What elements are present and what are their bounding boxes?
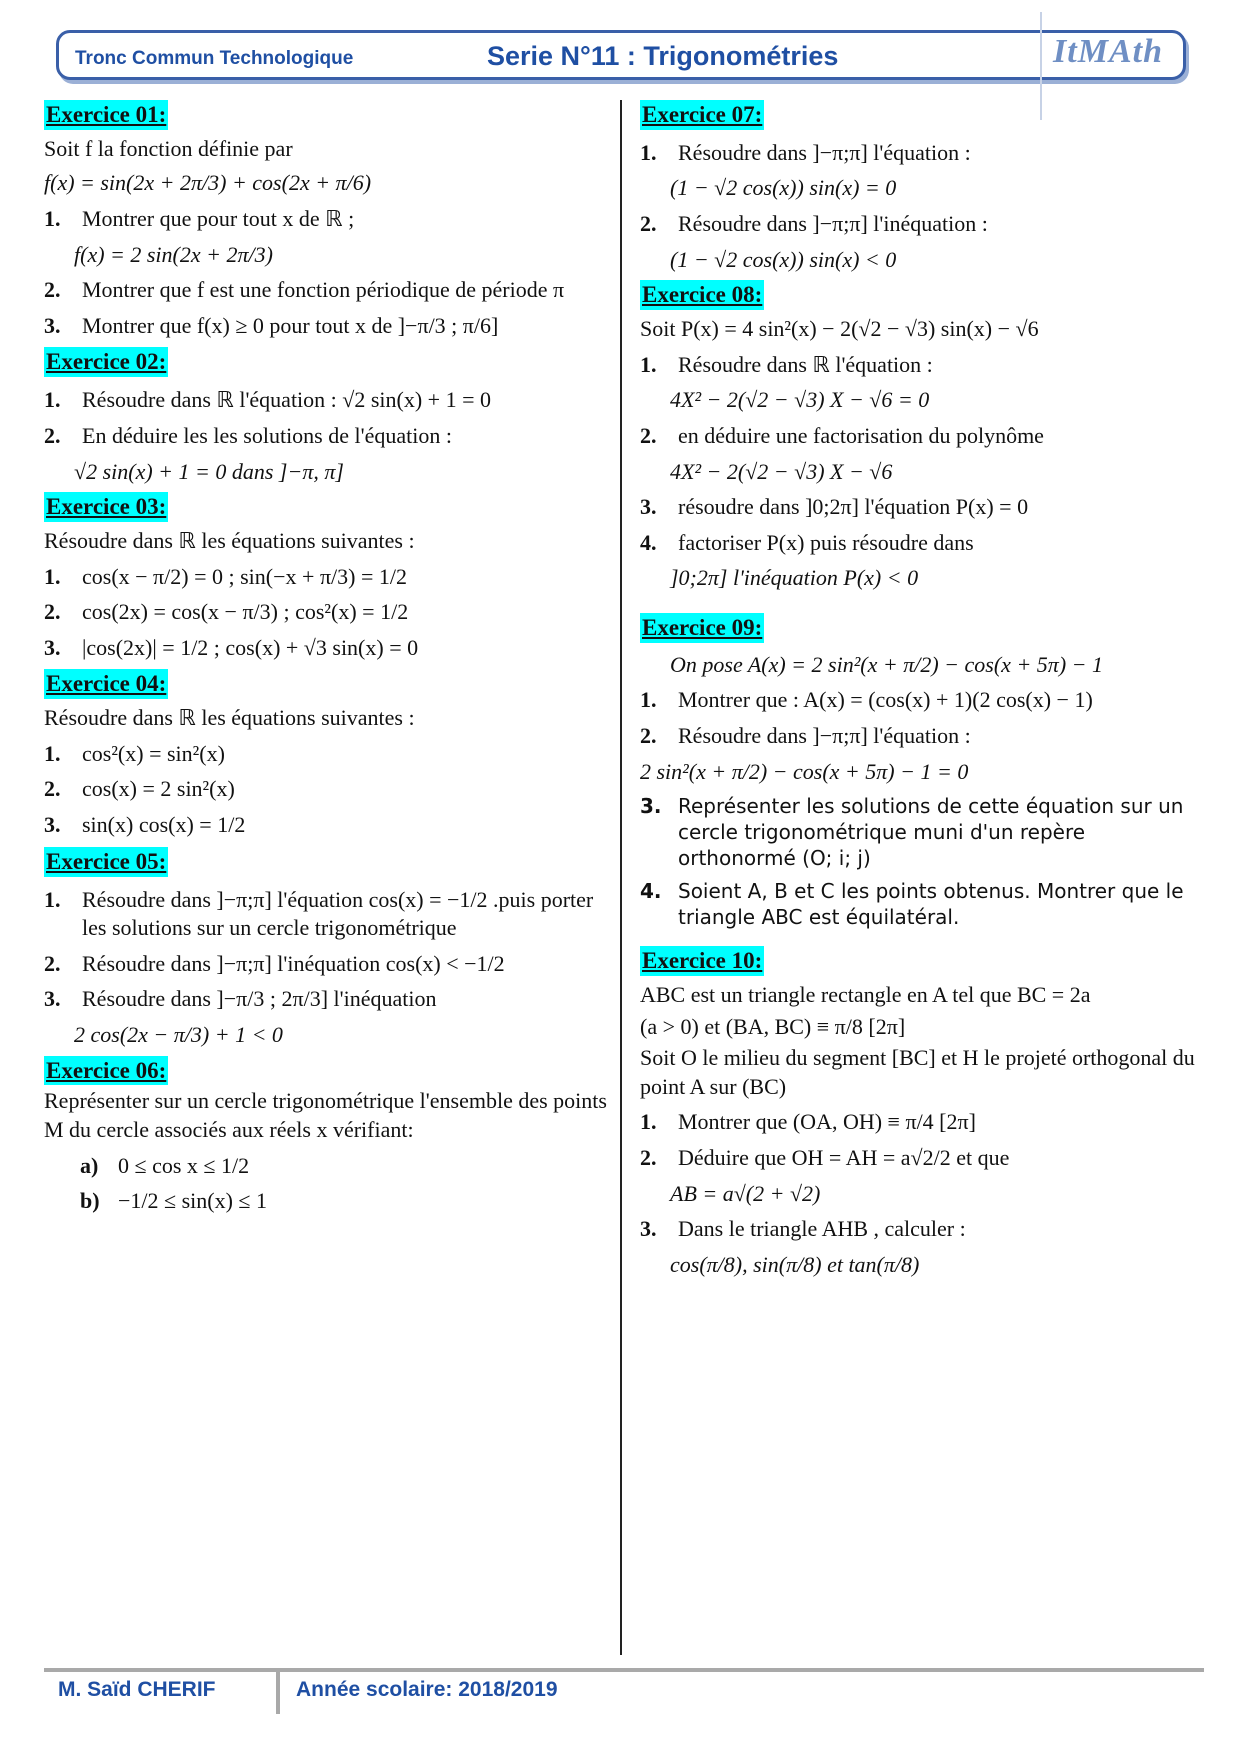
- question: [44, 1187, 610, 1216]
- question-number: 2.: [640, 422, 657, 448]
- question: [44, 775, 610, 804]
- question: [640, 1144, 1200, 1173]
- page-header: [56, 30, 1186, 80]
- question: [44, 1152, 610, 1181]
- question: [44, 740, 610, 769]
- question: [44, 950, 610, 979]
- exercise-intro: On pose A(x) = 2 sin²(x + π/2) − cos(x + 5π) − 1: [670, 651, 1103, 677]
- question-text: Dans le triangle AHB , calculer :: [678, 1216, 966, 1242]
- formula: f(x) = 2 sin(2x + 2π/3): [74, 241, 273, 267]
- question-text: Montrer que pour tout x de ℝ ;: [82, 206, 355, 232]
- exercise-title: Exercice 07:: [640, 100, 764, 130]
- question-number: 4.: [640, 529, 657, 555]
- question-number: 1.: [640, 139, 657, 165]
- formula: cos(π/8), sin(π/8) et tan(π/8): [670, 1251, 920, 1277]
- question-number: 1.: [44, 740, 61, 766]
- exercise-title: Exercice 01:: [44, 100, 168, 130]
- exercise-05: [44, 847, 610, 1050]
- question-text: Montrer que f est une fonction périodique de période π: [82, 277, 565, 303]
- exercise-title: Exercice 06:: [44, 1056, 168, 1086]
- exercise-title: Exercice 03:: [44, 492, 168, 522]
- question-number: 3.: [44, 812, 61, 838]
- formula: 4X² − 2(√2 − √3) X − √6 = 0: [670, 387, 930, 413]
- question: [44, 205, 610, 234]
- question: [640, 422, 1200, 451]
- exercise-intro: Soit P(x) = 4 sin²(x) − 2(√2 − √3) sin(x) − √6: [640, 316, 1039, 342]
- formula: 4X² − 2(√2 − √3) X − √6: [670, 458, 893, 484]
- question-number: 1.: [44, 886, 61, 912]
- question: [44, 886, 610, 943]
- question-number: 2.: [44, 776, 61, 802]
- question-number: 3.: [640, 494, 657, 520]
- exercise-07: [640, 100, 1200, 274]
- question-text: Résoudre dans ℝ l'équation :: [678, 351, 933, 377]
- question-text: Déduire que OH = AH = a√2/2 et que: [678, 1145, 1010, 1171]
- question: [640, 210, 1200, 239]
- exercise-06: [44, 1056, 610, 1216]
- exercise-09: [640, 613, 1200, 930]
- exercise-intro: (a > 0) et (BA, BC) ≡ π/8 [2π]: [640, 1013, 906, 1039]
- question: [640, 686, 1200, 715]
- question: [640, 493, 1200, 522]
- right-column: [640, 100, 1200, 1285]
- question: [640, 878, 1200, 930]
- question-text: Résoudre dans ]−π;π] l'inéquation :: [678, 211, 988, 237]
- formula: √2 sin(x) + 1 = 0 dans ]−π, π]: [74, 458, 344, 484]
- exercise-title: Exercice 04:: [44, 669, 168, 699]
- school-year: Année scolaire: 2018/2019: [296, 1678, 558, 1701]
- question: [44, 312, 610, 341]
- question-number: 1.: [640, 687, 657, 713]
- question: [640, 139, 1200, 168]
- left-column: [44, 100, 610, 1223]
- question-text: Résoudre dans ]−π;π] l'équation :: [678, 722, 971, 748]
- question-number: 1.: [640, 351, 657, 377]
- exercise-title: Exercice 05:: [44, 847, 168, 877]
- formula: ]0;2π] l'inéquation P(x) < 0: [670, 565, 919, 591]
- question-number: 2.: [44, 950, 61, 976]
- question-number: 1.: [44, 387, 61, 413]
- question: [44, 598, 610, 627]
- question-number: 2.: [640, 211, 657, 237]
- formula: 2 sin²(x + π/2) − cos(x + 5π) − 1 = 0: [640, 758, 969, 784]
- question-text: Résoudre dans ]−π/3 ; 2π/3] l'inéquation: [82, 986, 437, 1012]
- formula: (1 − √2 cos(x)) sin(x) = 0: [670, 175, 897, 201]
- question-number: b): [80, 1188, 100, 1214]
- exercise-08: [640, 280, 1200, 593]
- question: [640, 722, 1200, 751]
- logo: ItMAth: [1053, 33, 1163, 70]
- question-number: 2.: [640, 722, 657, 748]
- question: [44, 276, 610, 305]
- question-number: 3.: [640, 794, 662, 819]
- class-level: Tronc Commun Technologique: [75, 48, 354, 69]
- question: [640, 1108, 1200, 1137]
- formula: AB = a√(2 + √2): [670, 1180, 821, 1206]
- footer-separator: [276, 1670, 280, 1714]
- question-text: |cos(2x)| = 1/2 ; cos(x) + √3 sin(x) = 0: [82, 634, 419, 660]
- question-text: Montrer que (OA, OH) ≡ π/4 [2π]: [678, 1109, 976, 1135]
- question-text: Montrer que f(x) ≥ 0 pour tout x de ]−π/3 ; π/6]: [82, 312, 499, 338]
- formula: (1 − √2 cos(x)) sin(x) < 0: [670, 246, 897, 272]
- question-text: Résoudre dans ]−π;π] l'équation cos(x) = −1/2 .puis porter les solutions sur un cercle trigonométrique: [82, 886, 594, 941]
- question: [44, 422, 610, 451]
- question: [44, 811, 610, 840]
- exercise-intro: Résoudre dans ℝ les équations suivantes :: [44, 528, 415, 554]
- exercise-02: [44, 347, 610, 486]
- question-text: cos(x) = 2 sin²(x): [82, 776, 235, 802]
- exercise-title: Exercice 08:: [640, 280, 764, 310]
- question-text: cos(2x) = cos(x − π/3) ; cos²(x) = 1/2: [82, 599, 409, 625]
- question-number: 2.: [640, 1145, 657, 1171]
- exercise-03: [44, 492, 610, 662]
- question-number: 2.: [44, 277, 61, 303]
- question-text: 0 ≤ cos x ≤ 1/2: [118, 1152, 250, 1178]
- question: [44, 386, 610, 415]
- exercise-01: [44, 100, 610, 340]
- question-text: En déduire les les solutions de l'équation :: [82, 422, 452, 448]
- question: [640, 1215, 1200, 1244]
- exercise-10: [640, 946, 1200, 1279]
- question-text: −1/2 ≤ sin(x) ≤ 1: [118, 1188, 267, 1214]
- question: [44, 634, 610, 663]
- question-text: Soient A, B et C les points obtenus. Montrer que le triangle ABC est équilatéral.: [678, 879, 1184, 930]
- question-text: Représenter les solutions de cette équation sur un cercle trigonométrique muni d'un repère orthonormé (O; i; j): [678, 794, 1184, 871]
- exercise-04: [44, 669, 610, 839]
- question: [640, 351, 1200, 380]
- question-number: 4.: [640, 879, 662, 904]
- question-text: cos(x − π/2) = 0 ; sin(−x + π/3) = 1/2: [82, 563, 408, 589]
- footer-rule: [44, 1668, 1204, 1672]
- question: [44, 985, 610, 1014]
- question-text: cos²(x) = sin²(x): [82, 740, 225, 766]
- question: [640, 529, 1200, 558]
- question-text: factoriser P(x) puis résoudre dans: [678, 529, 974, 555]
- page-title: Serie N°11 : Trigonométries: [487, 41, 839, 71]
- question-text: sin(x) cos(x) = 1/2: [82, 812, 246, 838]
- question-text: Montrer que : A(x) = (cos(x) + 1)(2 cos(x) − 1): [678, 687, 1093, 713]
- exercise-intro: Résoudre dans ℝ les équations suivantes :: [44, 705, 415, 731]
- question-number: 1.: [44, 563, 61, 589]
- exercise-title: Exercice 10:: [640, 946, 764, 976]
- question-number: 3.: [640, 1216, 657, 1242]
- exercise-intro: Soit f la fonction définie par: [44, 135, 293, 161]
- question-number: a): [80, 1152, 99, 1178]
- formula: 2 cos(2x − π/3) + 1 < 0: [74, 1021, 283, 1047]
- question-number: 3.: [44, 986, 61, 1012]
- question-text: Résoudre dans ℝ l'équation : √2 sin(x) + 1 = 0: [82, 387, 491, 413]
- question-number: 1.: [640, 1109, 657, 1135]
- question-number: 2.: [44, 599, 61, 625]
- question-text: Résoudre dans ]−π;π] l'équation :: [678, 139, 971, 165]
- author-name: M. Saïd CHERIF: [58, 1678, 216, 1701]
- exercise-intro: Représenter sur un cercle trigonométrique l'ensemble des points M du cercle associés aux réels x vérifiant:: [44, 1088, 607, 1142]
- exercise-intro: Soit O le milieu du segment [BC] et H le projeté orthogonal du point A sur (BC): [640, 1045, 1195, 1099]
- question-number: 3.: [44, 634, 61, 660]
- column-divider: [620, 100, 622, 1655]
- exercise-intro: ABC est un triangle rectangle en A tel que BC = 2a: [640, 982, 1091, 1008]
- question-number: 1.: [44, 206, 61, 232]
- question: [44, 563, 610, 592]
- question-number: 3.: [44, 312, 61, 338]
- exercise-title: Exercice 02:: [44, 347, 168, 377]
- question-text: en déduire une factorisation du polynôme: [678, 422, 1044, 448]
- function-definition: f(x) = sin(2x + 2π/3) + cos(2x + π/6): [44, 170, 372, 196]
- question: [640, 793, 1200, 871]
- question-text: Résoudre dans ]−π;π] l'inéquation cos(x) < −1/2: [82, 950, 505, 976]
- question-number: 2.: [44, 422, 61, 448]
- exercise-title: Exercice 09:: [640, 613, 764, 643]
- question-text: résoudre dans ]0;2π] l'équation P(x) = 0: [678, 494, 1029, 520]
